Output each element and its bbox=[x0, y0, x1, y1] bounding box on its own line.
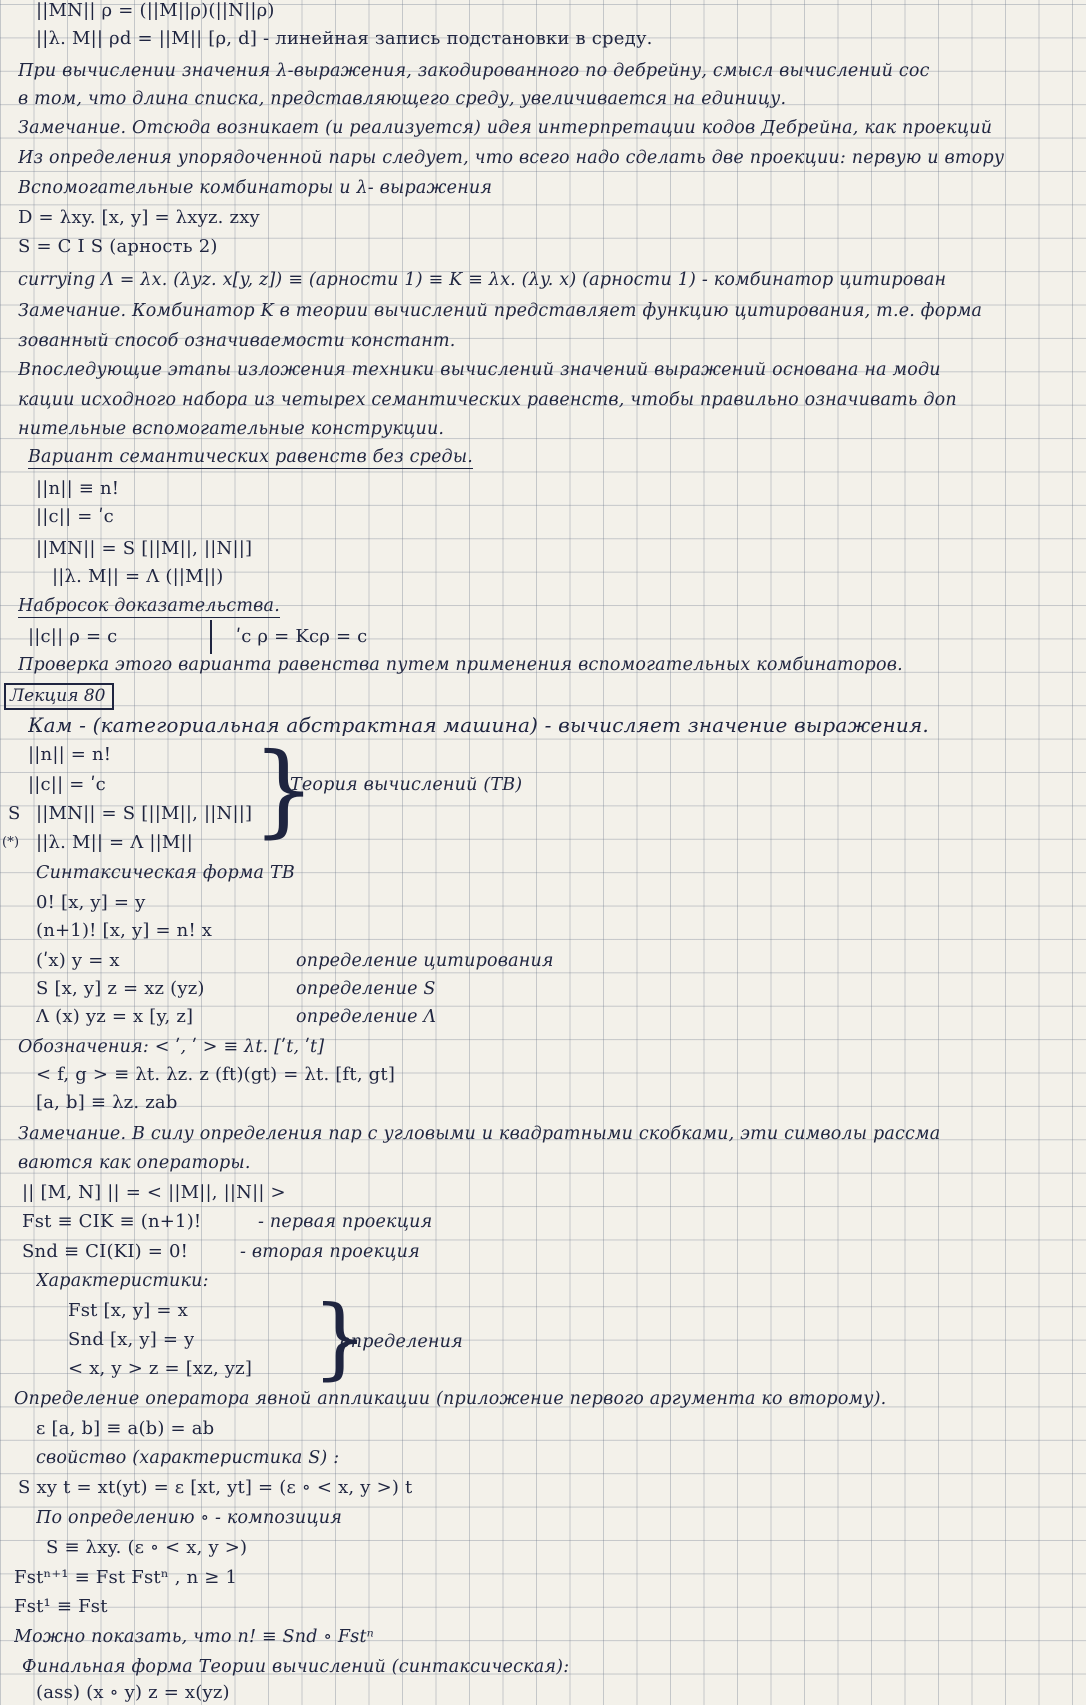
note-line: ||λ. M|| ρd = ||M|| [ρ, d] - линейная запись подстановки в среду. bbox=[36, 28, 653, 49]
equation-line: < f, g > ≡ λt. λz. z (ft)(gt) = λt. [ft, gt] bbox=[36, 1064, 396, 1085]
note-line: Замечание. Отсюда возникает (и реализуется) идея интерпретации кодов Дебрейна, как проекций bbox=[18, 118, 993, 138]
equation-line: ||MN|| = S [||M||, ||N||] bbox=[36, 803, 253, 824]
note-line: нительные вспомогательные конструкции. bbox=[18, 419, 445, 439]
equation-line: S [x, y] z = xz (yz) bbox=[36, 978, 205, 999]
equation-line: ε [a, b] ≡ a(b) = ab bbox=[36, 1418, 215, 1439]
section-heading: Кам - (категориальная абстрактная машина) - вычисляет значение выражения. bbox=[28, 714, 929, 736]
note-line: При вычислении значения λ-выражения, закодированного по дебрейну, смысл вычислений сос bbox=[18, 61, 930, 81]
equation-line: (ass) (x ∘ y) z = x(yz) bbox=[36, 1682, 230, 1703]
equation-line: [a, b] ≡ λz. zab bbox=[36, 1092, 178, 1113]
note-line: Проверка этого варианта равенства путем применения вспомогательных комбинаторов. bbox=[18, 655, 903, 675]
note-line: S = C I S (арность 2) bbox=[18, 236, 218, 257]
annotation-label: определения bbox=[340, 1332, 463, 1352]
equation-line: || [M, N] || = < ||M||, ||N|| > bbox=[22, 1182, 286, 1203]
note-line: Финальная форма Теории вычислений (синтаксическая): bbox=[22, 1657, 570, 1677]
equation-line: ||n|| = n! bbox=[28, 744, 112, 765]
equation-line: ʹc ρ = Kcρ = c bbox=[236, 626, 368, 647]
margin-mark: S bbox=[8, 803, 21, 824]
equation-line: < x, y > z = [xz, yz] bbox=[68, 1358, 253, 1379]
note-line: Можно показать, что n! ≡ Snd ∘ Fstⁿ bbox=[14, 1627, 374, 1647]
note-line: currying Λ = λx. (λyz. x[y, z]) ≡ (арности 1) ≡ K ≡ λx. (λy. x) (арности 1) - комбинатор цитирован bbox=[18, 270, 947, 290]
annotation-label: - вторая проекция bbox=[240, 1242, 420, 1262]
section-heading: Синтаксическая форма ТВ bbox=[36, 863, 295, 883]
note-line: зованный способ означиваемости констант. bbox=[18, 331, 456, 351]
note-line: ваются как операторы. bbox=[18, 1153, 251, 1173]
equation-line: Snd ≡ CI(KI) = 0! bbox=[22, 1241, 189, 1262]
note-line: Замечание. В силу определения пар с угловыми и квадратными скобками, эти символы рассма bbox=[18, 1124, 941, 1144]
equation-line: 0! [x, y] = y bbox=[36, 892, 146, 913]
note-line: ||MN|| ρ = (||M||ρ)(||N||ρ) bbox=[36, 0, 275, 21]
equation-line: ||c|| = ʹc bbox=[28, 774, 106, 795]
annotation-label: - первая проекция bbox=[258, 1212, 433, 1232]
equation-line: Fstⁿ⁺¹ ≡ Fst Fstⁿ , n ≥ 1 bbox=[14, 1567, 238, 1588]
equation-line: ||MN|| = S [||M||, ||N||] bbox=[36, 538, 253, 559]
curly-brace: } bbox=[252, 731, 316, 848]
note-line: Из определения упорядоченной пары следует, что всего надо сделать две проекции: первую и втору bbox=[18, 148, 1005, 168]
note-line: По определению ∘ - композиция bbox=[36, 1508, 343, 1528]
equation-line: Fst¹ ≡ Fst bbox=[14, 1596, 108, 1617]
curly-brace: } bbox=[312, 1286, 368, 1389]
equation-line: ||n|| ≡ n! bbox=[36, 478, 120, 499]
annotation-label: определение S bbox=[296, 979, 436, 999]
equation-line: ||λ. M|| = Λ (||M||) bbox=[52, 566, 224, 587]
equation-line: Fst ≡ CIK ≡ (n+1)! bbox=[22, 1211, 202, 1232]
equation-line: ||c|| ρ = c bbox=[28, 626, 118, 647]
equation-line: Fst [x, y] = x bbox=[68, 1300, 188, 1321]
equation-line: S xy t = xt(yt) = ε [xt, yt] = (ε ∘ < x, y >) t bbox=[18, 1477, 413, 1498]
note-line: свойство (характеристика S) : bbox=[36, 1448, 340, 1468]
margin-mark: (*) bbox=[2, 835, 20, 850]
section-heading: Характеристики: bbox=[36, 1271, 209, 1291]
equation-line: (n+1)! [x, y] = n! x bbox=[36, 920, 213, 941]
equation-line: ||c|| = ʹc bbox=[36, 506, 114, 527]
separator-bar bbox=[210, 620, 212, 654]
section-heading: Вариант семантических равенств без среды. bbox=[28, 447, 474, 467]
annotation-label: определение Λ bbox=[296, 1007, 437, 1027]
note-line: Обозначения: < ʹ, ʹ > ≡ λt. [ʹt, ʹt] bbox=[18, 1037, 325, 1057]
equation-line: Λ (x) yz = x [y, z] bbox=[36, 1006, 194, 1027]
section-heading: Набросок доказательства. bbox=[18, 596, 280, 616]
note-line: Впоследующие этапы изложения техники вычислений значений выражений основана на моди bbox=[18, 360, 941, 380]
note-line: Вспомогательные комбинаторы и λ- выражения bbox=[18, 178, 493, 198]
note-line: кации исходного набора из четырех семантических равенств, чтобы правильно означивать доп bbox=[18, 390, 957, 410]
equation-line: (ʹx) y = x bbox=[36, 950, 120, 971]
note-line: Определение оператора явной аппликации (приложение первого аргумента ко второму). bbox=[14, 1389, 887, 1409]
annotation-label: Теория вычислений (ТВ) bbox=[290, 775, 523, 795]
note-line: в том, что длина списка, представляющего среду, увеличивается на единицу. bbox=[18, 89, 787, 109]
note-line: D = λxy. [x, y] = λxyz. zxy bbox=[18, 207, 260, 228]
lecture-label: Лекция 80 bbox=[4, 683, 114, 710]
equation-line: S ≡ λxy. (ε ∘ < x, y >) bbox=[46, 1537, 248, 1558]
annotation-label: определение цитирования bbox=[296, 951, 554, 971]
equation-line: Snd [x, y] = y bbox=[68, 1329, 195, 1350]
equation-line: ||λ. M|| = Λ ||M|| bbox=[36, 832, 194, 853]
note-line: Замечание. Комбинатор K в теории вычислений представляет функцию цитирования, т.е. форма bbox=[18, 301, 983, 321]
